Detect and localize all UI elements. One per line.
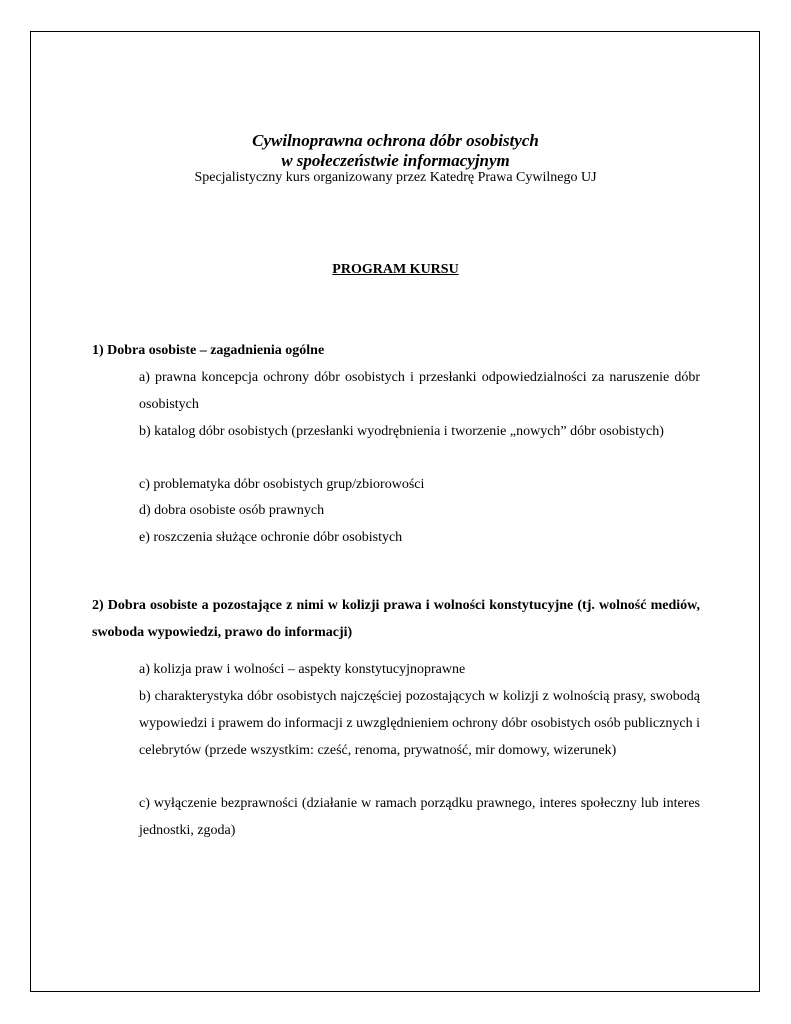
section-1-item-c: c) problematyka dóbr osobistych grup/zbiorowości (139, 477, 425, 492)
program-heading (0, 261, 791, 279)
section-1-heading: 1) Dobra osobiste – zagadnienia ogólne (92, 343, 325, 358)
section-2-heading: 2) Dobra osobiste a pozostające z nimi w kolizji prawa i wolności konstytucyjne (tj. wolność mediów, swoboda wypowiedzi, prawo do informacji) (92, 598, 700, 640)
section-1-item-b: b) katalog dóbr osobistych (przesłanki wyodrębnienia i tworzenie „nowych” dóbr osobistych) (139, 424, 664, 439)
section-2-item-c: c) wyłączenie bezprawności (działanie w ramach porządku prawnego, interes społeczny lub interes jednostki, zgoda) (139, 796, 700, 838)
section-1-item-a: a) prawna koncepcja ochrony dóbr osobistych i przesłanki odpowiedzialności za naruszenie dóbr osobistych (139, 370, 700, 412)
section-2-item-b: b) charakterystyka dóbr osobistych najczęściej pozostających w kolizji z wolnością prasy, swobodą wypowiedzi i prawem do informacji z uwzględnieniem ochrony dóbr osobistych osób publicznych i celebrytów (przede wszystkim: cześć, renoma, prywatność, mir domowy, wizerunek) (139, 689, 700, 758)
document-title-line-1: Cywilnoprawna ochrona dóbr osobistych (252, 131, 539, 150)
program-heading-text: PROGRAM KURSU (332, 262, 459, 277)
section-2-item-a: a) kolizja praw i wolności – aspekty konstytucyjnoprawne (139, 662, 466, 677)
section-1-item-e: e) roszczenia służące ochronie dóbr osobistych (139, 530, 403, 545)
document-title-line-2: w społeczeństwie informacyjnym (281, 151, 510, 170)
section-1-item-d: d) dobra osobiste osób prawnych (139, 503, 325, 518)
document-subtitle: Specjalistyczny kurs organizowany przez Katedrę Prawa Cywilnego UJ (194, 170, 597, 185)
